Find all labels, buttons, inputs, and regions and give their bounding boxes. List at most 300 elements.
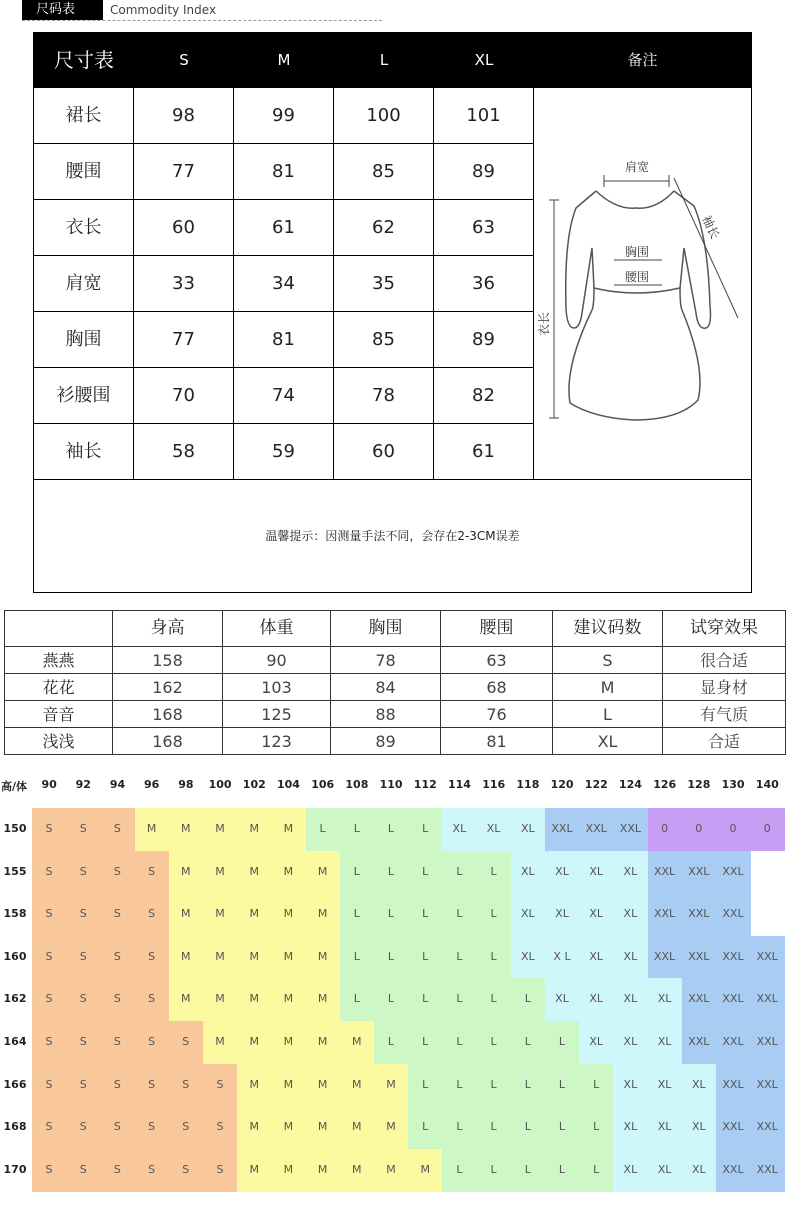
height-header: 164 <box>3 1035 27 1048</box>
grid-size-cell: S <box>113 822 121 835</box>
grid-size-cell: S <box>45 1162 53 1176</box>
measurement-value: 74 <box>234 368 334 424</box>
grid-size-cell: 0 <box>729 822 737 835</box>
grid-size-cell: L <box>558 1162 566 1176</box>
measurement-value: 61 <box>434 424 534 480</box>
weight-header: 108 <box>345 778 369 791</box>
fit-table-cell: 合适 <box>662 728 786 755</box>
fit-table-cell: 有气质 <box>662 701 786 728</box>
header-subtitle: Commodity Index <box>110 3 217 17</box>
grid-size-cell: L <box>490 1035 497 1048</box>
height-header: 160 <box>3 949 27 963</box>
measurement-value: 60 <box>334 424 434 480</box>
grid-size-cell: XL <box>623 1162 638 1176</box>
height-header: 150 <box>3 822 27 835</box>
grid-size-cell: S <box>79 949 87 963</box>
grid-size-cell: S <box>79 992 87 1006</box>
fit-table-cell: 81 <box>440 728 552 755</box>
measurement-value: 62 <box>334 200 434 256</box>
grid-size-cell: L <box>422 992 429 1006</box>
fit-table-cell: L <box>552 701 662 728</box>
grid-size-cell: L <box>353 907 360 921</box>
fit-table-row <box>4 701 786 728</box>
grid-size-cell: M <box>317 1077 328 1091</box>
grid-size-cell: XL <box>589 864 604 878</box>
grid-size-cell: M <box>181 992 191 1006</box>
size-table-row <box>34 144 534 200</box>
fit-table-header-cell: 试穿效果 <box>662 610 786 646</box>
grid-size-cell: M <box>386 1120 396 1134</box>
grid-size-cell: S <box>148 1035 156 1048</box>
grid-size-cell: L <box>387 864 395 878</box>
grid-size-cell: L <box>422 1035 429 1048</box>
grid-size-cell: XXL <box>756 1035 778 1048</box>
height-header: 162 <box>3 992 27 1006</box>
grid-size-cell: L <box>387 949 395 963</box>
grid-size-cell: S <box>216 1120 224 1134</box>
weight-header: 100 <box>208 778 232 791</box>
grid-size-cell: XXL <box>722 1120 744 1134</box>
measurement-value: 89 <box>434 312 534 368</box>
diagram-label-shoulder: 肩宽 <box>625 160 650 174</box>
grid-size-cell: M <box>283 992 294 1006</box>
grid-size-cell: L <box>422 949 429 963</box>
grid-size-cell: L <box>353 949 360 963</box>
size-table-title: 尺寸表 <box>54 48 114 72</box>
grid-size-cell: M <box>146 822 157 835</box>
fit-table-cell: 123 <box>222 728 330 755</box>
grid-size-cell: XL <box>555 864 569 878</box>
grid-size-cell: L <box>524 1077 531 1091</box>
grid-size-cell: M <box>249 949 259 963</box>
grid-size-cell: M <box>215 822 225 835</box>
weight-header: 104 <box>277 778 300 791</box>
fit-table-row <box>4 647 786 674</box>
weight-header: 96 <box>144 778 160 791</box>
grid-size-cell: M <box>386 1162 396 1176</box>
measurement-value: 36 <box>434 256 534 312</box>
grid-size-cell: 0 <box>661 822 669 835</box>
grid-size-cell: L <box>387 822 395 835</box>
grid-size-cell: S <box>182 1077 190 1091</box>
grid-size-cell: M <box>181 864 191 878</box>
grid-size-cell: S <box>113 907 121 921</box>
grid-size-cell: L <box>456 1035 463 1048</box>
grid-size-cell: S <box>113 1162 121 1176</box>
grid-size-cell: L <box>524 1120 531 1134</box>
grid-size-cell: L <box>490 949 497 963</box>
model-name: 花花 <box>4 674 112 701</box>
fit-table-cell: 显身材 <box>662 674 786 701</box>
grid-size-cell: L <box>558 1035 566 1048</box>
measurement-value: 85 <box>334 312 434 368</box>
measurement-value: 77 <box>134 312 234 368</box>
measurement-value: 89 <box>434 144 534 200</box>
fit-table-cell: 162 <box>112 674 222 701</box>
grid-size-cell: XL <box>486 822 501 835</box>
weight-header: 130 <box>721 778 745 791</box>
fit-table-cell: 158 <box>112 647 222 674</box>
grid-size-cell: S <box>45 992 53 1006</box>
grid-size-cell: M <box>215 949 225 963</box>
grid-size-cell: XXL <box>722 1077 744 1091</box>
grid-size-cell: L <box>422 864 429 878</box>
grid-size-cell: S <box>113 1035 121 1048</box>
size-table-header <box>34 33 751 88</box>
grid-size-cell: M <box>283 907 294 921</box>
grid-size-cell: XXL <box>722 992 744 1006</box>
grid-size-cell: XXL <box>756 992 778 1006</box>
grid-size-cell: M <box>181 822 191 835</box>
grid-size-cell: M <box>215 907 225 921</box>
measurement-label: 肩宽 <box>34 256 134 312</box>
diagram-label-chest: 胸围 <box>625 245 650 259</box>
model-name: 音音 <box>4 701 112 728</box>
grid-size-cell: M <box>181 907 191 921</box>
grid-size-cell: S <box>182 1120 190 1134</box>
grid-size-cell: XXL <box>653 949 676 963</box>
measurement-value: 35 <box>334 256 434 312</box>
grid-size-cell: XXL <box>756 949 778 963</box>
grid-size-cell: S <box>216 1077 224 1091</box>
grid-size-cell: XXL <box>551 822 573 835</box>
size-table-row <box>34 256 534 312</box>
grid-size-cell: M <box>181 949 191 963</box>
grid-size-cell: L <box>387 1035 395 1048</box>
grid-size-cell: L <box>456 992 463 1006</box>
measurement-value: 98 <box>134 88 234 144</box>
grid-size-cell: S <box>216 1162 224 1176</box>
weight-header: 118 <box>516 778 540 791</box>
grid-size-cell: XXL <box>688 907 710 921</box>
grid-size-cell: XL <box>623 992 638 1006</box>
grid-size-cell: S <box>79 1035 87 1048</box>
weight-header: 112 <box>413 778 437 791</box>
grid-size-cell: XL <box>623 1035 638 1048</box>
grid-size-cell: L <box>558 1120 566 1134</box>
grid-size-cell: XL <box>589 992 604 1006</box>
size-column-header: XL <box>474 51 494 69</box>
height-header: 155 <box>3 864 27 878</box>
measurement-value: 63 <box>434 200 534 256</box>
measurement-value: 59 <box>234 424 334 480</box>
size-table <box>33 32 752 593</box>
grid-size-cell: M <box>283 1077 294 1091</box>
fit-table-cell: 89 <box>330 728 440 755</box>
grid-size-cell: XXL <box>722 949 744 963</box>
diagram-label-sleeve: 袖长 <box>699 213 723 242</box>
size-table-row <box>34 424 534 480</box>
grid-size-cell: XL <box>623 864 638 878</box>
grid-size-cell: 0 <box>695 822 703 835</box>
measurement-value: 34 <box>234 256 334 312</box>
weight-header: 116 <box>482 778 506 791</box>
grid-size-cell: XL <box>589 949 604 963</box>
grid-size-cell: M <box>215 992 225 1006</box>
grid-size-cell: S <box>79 822 87 835</box>
grid-size-cell: S <box>148 907 156 921</box>
grid-size-cell: XL <box>520 822 535 835</box>
grid-size-cell: XL <box>657 1162 672 1176</box>
grid-size-cell: L <box>387 907 395 921</box>
grid-size-cell: M <box>317 864 328 878</box>
grid-size-cell: S <box>113 949 121 963</box>
size-table-row <box>34 200 534 256</box>
header-divider <box>22 20 382 21</box>
grid-size-cell: X L <box>553 949 571 963</box>
grid-size-cell: M <box>352 1162 362 1176</box>
grid-size-cell: M <box>386 1077 396 1091</box>
grid-size-cell: S <box>45 822 53 835</box>
grid-size-cell: M <box>215 864 225 878</box>
weight-header: 110 <box>379 778 403 791</box>
fit-table-row <box>4 674 786 701</box>
grid-size-cell: XXL <box>756 1120 778 1134</box>
grid-size-cell: S <box>113 1120 121 1134</box>
weight-header: 94 <box>109 778 126 791</box>
fit-table-cell: XL <box>552 728 662 755</box>
grid-size-cell: M <box>317 1162 328 1176</box>
model-name: 浅浅 <box>4 728 112 755</box>
grid-size-cell: XXL <box>722 864 744 878</box>
grid-size-cell: S <box>148 992 156 1006</box>
grid-size-cell: XL <box>623 1120 638 1134</box>
waist-line <box>594 288 680 293</box>
grid-size-cell: M <box>352 1077 362 1091</box>
grid-size-cell: XXL <box>653 907 676 921</box>
grid-size-cell: S <box>113 992 121 1006</box>
grid-size-cell: L <box>353 822 360 835</box>
grid-size-cell: M <box>249 1120 259 1134</box>
grid-size-cell: S <box>45 1120 53 1134</box>
grid-size-cell: S <box>45 949 53 963</box>
grid-size-cell: M <box>283 949 294 963</box>
grid-size-cell: M <box>215 1035 225 1048</box>
grid-size-cell: L <box>456 1120 463 1134</box>
grid-size-cell: M <box>283 1035 294 1048</box>
fit-table-cell: 很合适 <box>662 647 786 674</box>
fit-table-cell: S <box>552 647 662 674</box>
grid-size-cell: L <box>456 949 463 963</box>
weight-header: 92 <box>75 778 91 791</box>
fit-table-header-cell: 身高 <box>112 610 222 646</box>
grid-size-cell: L <box>422 822 429 835</box>
grid-size-cell: M <box>317 992 328 1006</box>
model-name: 燕燕 <box>4 647 112 674</box>
grid-size-cell: L <box>353 992 360 1006</box>
grid-size-cell: M <box>249 1077 259 1091</box>
grid-size-cell: L <box>319 822 326 835</box>
grid-size-cell: S <box>79 907 87 921</box>
grid-size-cell: L <box>456 1077 463 1091</box>
fit-table-cell: 78 <box>330 647 440 674</box>
size-column-header: S <box>179 51 189 69</box>
measurement-diagram-cell <box>534 88 751 480</box>
dress-outline <box>566 191 711 420</box>
grid-size-cell: XXL <box>688 949 710 963</box>
measurement-label: 衫腰围 <box>34 368 134 424</box>
grid-size-cell: M <box>352 1035 362 1048</box>
grid-size-cell: L <box>593 1120 600 1134</box>
grid-size-cell: M <box>249 864 259 878</box>
height-header: 166 <box>3 1077 27 1091</box>
grid-size-cell: S <box>148 949 156 963</box>
fit-table-header-cell: 腰围 <box>440 610 552 646</box>
fit-table-cell: 88 <box>330 701 440 728</box>
weight-header: 128 <box>687 778 711 791</box>
grid-size-cell: XXL <box>688 1035 710 1048</box>
grid-size-cell: S <box>113 1077 121 1091</box>
grid-size-cell: L <box>558 1077 566 1091</box>
grid-size-cell: M <box>283 822 294 835</box>
grid-size-cell: XL <box>520 907 535 921</box>
grid-size-cell: S <box>45 907 53 921</box>
fit-table-cell: 90 <box>222 647 330 674</box>
grid-size-cell: S <box>148 864 156 878</box>
grid-size-cell: S <box>45 864 53 878</box>
weight-header: 98 <box>178 778 194 791</box>
measurement-label: 衣长 <box>34 200 134 256</box>
dress-measurement-diagram <box>534 88 751 480</box>
grid-size-cell: XXL <box>688 864 710 878</box>
grid-size-cell: L <box>456 864 463 878</box>
grid-size-cell: XXL <box>722 1035 744 1048</box>
measurement-value: 81 <box>234 144 334 200</box>
grid-size-cell: L <box>456 1162 463 1176</box>
measurement-value: 70 <box>134 368 234 424</box>
diagram-label-waist: 腰围 <box>625 270 650 284</box>
grid-size-cell: S <box>182 1162 190 1176</box>
weight-header: 114 <box>448 778 471 791</box>
fit-table-cell: 168 <box>112 701 222 728</box>
grid-size-cell: XL <box>623 949 638 963</box>
grid-size-cell: XXL <box>585 822 607 835</box>
measurement-label: 腰围 <box>34 144 134 200</box>
fit-table-cell: 84 <box>330 674 440 701</box>
measurement-value: 77 <box>134 144 234 200</box>
grid-size-cell: S <box>79 1120 87 1134</box>
measurement-value: 61 <box>234 200 334 256</box>
grid-size-cell: M <box>249 1035 259 1048</box>
grid-size-cell: L <box>422 1077 429 1091</box>
fit-table-cell: 125 <box>222 701 330 728</box>
grid-size-cell: L <box>524 1035 531 1048</box>
grid-size-cell: L <box>422 1120 429 1134</box>
fit-table-header-cell: 胸围 <box>330 610 440 646</box>
grid-size-cell: M <box>249 907 259 921</box>
grid-size-cell: XL <box>691 1077 706 1091</box>
measurement-value: 81 <box>234 312 334 368</box>
weight-header: 120 <box>550 778 574 791</box>
fit-table-cell: M <box>552 674 662 701</box>
grid-size-cell: XL <box>657 1077 672 1091</box>
size-column-header: M <box>277 51 291 69</box>
grid-size-cell: S <box>148 1077 156 1091</box>
grid-size-cell: M <box>352 1120 362 1134</box>
grid-size-cell: L <box>490 907 497 921</box>
measurement-label: 袖长 <box>34 424 134 480</box>
grid-size-cell: XL <box>623 1077 638 1091</box>
grid-size-cell: M <box>317 907 328 921</box>
height-header: 170 <box>3 1162 27 1176</box>
fit-table-cell: 63 <box>440 647 552 674</box>
grid-size-cell: S <box>182 1035 190 1048</box>
grid-size-cell: L <box>524 992 531 1006</box>
weight-header: 106 <box>311 778 335 791</box>
measurement-label: 裙长 <box>34 88 134 144</box>
measurement-value: 101 <box>434 88 534 144</box>
grid-size-cell: XL <box>657 1035 672 1048</box>
grid-size-cell: S <box>45 1035 53 1048</box>
grid-size-cell: M <box>317 949 328 963</box>
grid-size-cell: XL <box>520 949 535 963</box>
size-table-row <box>34 312 534 368</box>
grid-size-cell: XXL <box>653 864 676 878</box>
note-column-header: 备注 <box>627 51 658 69</box>
grid-size-cell: XXL <box>688 992 710 1006</box>
grid-size-cell: L <box>490 1120 497 1134</box>
grid-size-cell: M <box>420 1162 430 1176</box>
fit-table-cell: 103 <box>222 674 330 701</box>
measurement-label: 胸围 <box>34 312 134 368</box>
grid-size-cell: XXL <box>722 907 744 921</box>
header-tag: 尺码表 <box>22 0 103 20</box>
grid-size-cell: L <box>456 907 463 921</box>
grid-size-cell: XL <box>691 1162 706 1176</box>
grid-size-cell: M <box>249 822 259 835</box>
grid-size-cell: XL <box>657 992 672 1006</box>
weight-header: 126 <box>653 778 677 791</box>
grid-size-cell: M <box>283 864 294 878</box>
grid-size-cell: S <box>79 864 87 878</box>
grid-size-cell: S <box>79 1077 87 1091</box>
grid-size-cell: L <box>593 1162 600 1176</box>
size-column-header: L <box>379 51 389 69</box>
measurement-value: 82 <box>434 368 534 424</box>
grid-size-cell: 0 <box>763 822 771 835</box>
grid-size-cell: XL <box>555 992 569 1006</box>
measurement-value: 60 <box>134 200 234 256</box>
grid-size-cell: L <box>387 992 395 1006</box>
grid-size-cell: XL <box>555 907 569 921</box>
grid-size-cell: S <box>148 1120 156 1134</box>
grid-size-cell: XL <box>589 907 604 921</box>
grid-size-cell: L <box>490 1162 497 1176</box>
grid-size-cell: L <box>490 864 497 878</box>
measurement-value: 78 <box>334 368 434 424</box>
weight-header: 140 <box>755 778 779 791</box>
weight-header: 102 <box>242 778 266 791</box>
grid-size-cell: L <box>422 907 429 921</box>
fit-table-header-cell: 体重 <box>222 610 330 646</box>
measurement-tip: 温馨提示：因测量手法不同，会存在2-3CM误差 <box>265 529 520 543</box>
neckline <box>596 191 674 208</box>
grid-size-cell: L <box>490 992 497 1006</box>
measurement-value: 99 <box>234 88 334 144</box>
measurement-value: 33 <box>134 256 234 312</box>
grid-corner-label: 高/体 <box>0 780 28 793</box>
fit-table-header <box>4 610 786 647</box>
fit-table-cell: 76 <box>440 701 552 728</box>
weight-header: 122 <box>584 778 608 791</box>
grid-size-cell: XXL <box>722 1162 744 1176</box>
grid-size-cell: L <box>593 1077 600 1091</box>
fit-table-cell: 168 <box>112 728 222 755</box>
fit-table-header-cell: 建议码数 <box>552 610 662 646</box>
grid-size-cell: XL <box>520 864 535 878</box>
size-table-row <box>34 368 534 424</box>
grid-size-cell: XL <box>657 1120 672 1134</box>
